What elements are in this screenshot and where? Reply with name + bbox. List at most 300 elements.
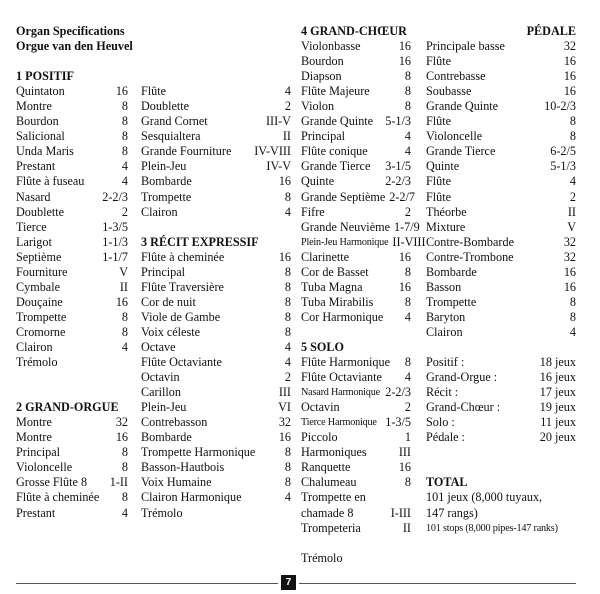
stop-row bbox=[141, 129, 291, 144]
stop-row bbox=[301, 39, 411, 54]
stop-row bbox=[16, 174, 128, 189]
stop-name: Basson-Hautbois bbox=[141, 460, 225, 475]
stop-name: Grande Fourniture bbox=[141, 144, 232, 159]
stop-size: 32 bbox=[115, 415, 128, 430]
stop-row bbox=[16, 84, 128, 99]
stop-row bbox=[301, 114, 411, 129]
stop-size: 8 bbox=[284, 445, 291, 460]
stop-size: 4 bbox=[121, 159, 128, 174]
stop-size: 16 bbox=[398, 279, 411, 294]
stop-row bbox=[141, 159, 291, 174]
stop-size: 32 bbox=[278, 415, 291, 430]
stop-size: 32 bbox=[563, 249, 576, 264]
stop-row bbox=[301, 219, 420, 235]
stop-size: 4 bbox=[404, 370, 411, 385]
stop-name: Clairon bbox=[16, 339, 53, 354]
stop-name: Cromorne bbox=[16, 324, 66, 339]
section-heading-positif: 1 POSITIF bbox=[16, 69, 74, 84]
stop-row bbox=[426, 295, 576, 310]
grand-orgue-continued-list bbox=[141, 84, 291, 219]
column-3 bbox=[301, 24, 426, 566]
stop-row bbox=[141, 174, 291, 189]
stop-size: 2 bbox=[404, 204, 411, 219]
stop-size: 16 bbox=[398, 249, 411, 264]
stop-name: Tuba Mirabilis bbox=[301, 294, 374, 309]
summary-value: 19 jeux bbox=[539, 400, 576, 415]
stop-size: 2 bbox=[284, 99, 291, 114]
stop-row bbox=[16, 220, 128, 235]
stop-name: Montre bbox=[16, 430, 52, 445]
stop-name: Plein-Jeu Harmonique bbox=[301, 236, 389, 248]
stop-size: VI bbox=[278, 400, 291, 415]
stop-size: 6-2/5 bbox=[550, 144, 576, 159]
stop-name: Flûte bbox=[426, 54, 452, 69]
stop-row bbox=[16, 129, 128, 144]
stop-row bbox=[301, 174, 411, 189]
stop-size: 32 bbox=[563, 39, 576, 54]
stop-size: 4 bbox=[404, 144, 411, 159]
stop-size: 16 bbox=[398, 460, 411, 475]
stop-size: 5-1/3 bbox=[550, 159, 576, 174]
stop-size: II-VIII bbox=[392, 234, 426, 249]
stop-size: 8 bbox=[121, 324, 128, 339]
stop-row bbox=[16, 99, 128, 114]
stop-name: Bombarde bbox=[141, 430, 192, 445]
total-line-3: 101 stops (8,000 pipes-147 ranks) bbox=[426, 522, 558, 534]
grand-choeur-stop-list bbox=[301, 39, 426, 325]
stop-row bbox=[426, 99, 576, 114]
stop-row bbox=[141, 265, 291, 280]
stop-size: 8 bbox=[121, 114, 128, 129]
positif-tremolo: Trémolo bbox=[16, 355, 58, 370]
stop-name: Contrebasson bbox=[141, 415, 208, 430]
stop-row bbox=[301, 385, 411, 400]
stop-size: V bbox=[119, 264, 128, 279]
stop-name: Grande Septième bbox=[301, 189, 386, 204]
stop-row bbox=[141, 114, 291, 129]
stop-row bbox=[426, 250, 576, 265]
stop-name: Trompette Harmonique bbox=[141, 445, 256, 460]
stop-size: 2 bbox=[569, 189, 576, 204]
summary-label: Pédale : bbox=[426, 430, 465, 445]
stop-size: 8 bbox=[404, 294, 411, 309]
stop-name: Trompette bbox=[16, 309, 67, 324]
positif-stop-list bbox=[16, 84, 128, 355]
stop-row bbox=[301, 295, 411, 310]
stop-size: 8 bbox=[569, 309, 576, 324]
stop-name: Montre bbox=[16, 99, 52, 114]
stop-size: 16 bbox=[563, 279, 576, 294]
stop-row bbox=[301, 280, 411, 295]
summary-label: Solo : bbox=[426, 415, 455, 430]
footer-rule-right bbox=[299, 583, 576, 584]
stop-row bbox=[426, 39, 576, 54]
stop-size: 8 bbox=[404, 69, 411, 84]
solo-tremolo: Trémolo bbox=[301, 550, 343, 565]
stop-row bbox=[426, 129, 576, 144]
stop-name: Voix Humaine bbox=[141, 475, 212, 490]
stop-name: Clarinette bbox=[301, 249, 350, 264]
stop-row bbox=[141, 400, 291, 415]
stop-size: 1-7/9 bbox=[394, 219, 420, 234]
stop-row bbox=[16, 280, 128, 295]
stop-row bbox=[16, 475, 128, 490]
stop-row bbox=[426, 144, 576, 159]
stop-row bbox=[301, 159, 411, 174]
title-line-2: Orgue van den Heuvel bbox=[16, 39, 133, 54]
stop-size: 8 bbox=[284, 264, 291, 279]
stop-size: 4 bbox=[284, 490, 291, 505]
stop-name: Tuba Magna bbox=[301, 279, 363, 294]
stop-row bbox=[141, 205, 291, 220]
title-line-1: Organ Specifications bbox=[16, 24, 125, 38]
stop-row bbox=[141, 355, 291, 370]
recit-tremolo: Trémolo bbox=[141, 505, 183, 520]
stop-name: Bombarde bbox=[141, 174, 192, 189]
stop-name: Cor de nuit bbox=[141, 294, 196, 309]
stop-name: Harmoniques bbox=[301, 445, 367, 460]
stop-size: 1-II bbox=[109, 475, 128, 490]
stop-row bbox=[141, 325, 291, 340]
stop-size: 4 bbox=[569, 174, 576, 189]
section-heading-grand-orgue: 2 GRAND-ORGUE bbox=[16, 400, 119, 415]
summary-value: 18 jeux bbox=[539, 355, 576, 370]
stop-row bbox=[16, 295, 128, 310]
stop-name: Unda Maris bbox=[16, 144, 74, 159]
stop-row bbox=[16, 144, 128, 159]
stop-size: 2-2/7 bbox=[389, 189, 415, 204]
summary-row bbox=[426, 430, 576, 445]
stop-size: V bbox=[567, 219, 576, 234]
summary-value: 11 jeux bbox=[540, 415, 576, 430]
stop-name: Quintaton bbox=[16, 84, 65, 99]
stop-size: 1 bbox=[404, 430, 411, 445]
stop-name: Contre-Trombone bbox=[426, 249, 514, 264]
stop-size: 8 bbox=[121, 144, 128, 159]
stop-row bbox=[301, 189, 415, 205]
stop-name: Douçaine bbox=[16, 294, 63, 309]
stop-size: 8 bbox=[569, 129, 576, 144]
stop-name: Salicional bbox=[16, 129, 65, 144]
stop-size: III bbox=[278, 385, 291, 400]
stop-row bbox=[426, 220, 576, 235]
stop-size: 4 bbox=[404, 129, 411, 144]
stop-size: 1-1/3 bbox=[102, 234, 128, 249]
section-heading-solo: 5 SOLO bbox=[301, 339, 345, 354]
stop-name: Ranquette bbox=[301, 460, 351, 475]
stop-row bbox=[301, 69, 411, 84]
stop-row bbox=[141, 445, 291, 460]
stop-row bbox=[16, 460, 128, 475]
stop-size: 32 bbox=[563, 234, 576, 249]
solo-stop-list bbox=[301, 355, 411, 490]
stop-size: 8 bbox=[404, 84, 411, 99]
stop-size: 8 bbox=[404, 99, 411, 114]
stop-size: 4 bbox=[284, 355, 291, 370]
stop-row bbox=[16, 430, 128, 445]
stop-row bbox=[301, 400, 411, 415]
stop-size: 8 bbox=[404, 475, 411, 490]
stop-size: 10-2/3 bbox=[544, 99, 576, 114]
stop-row bbox=[141, 370, 291, 385]
stop-size: 16 bbox=[278, 174, 291, 189]
column-2 bbox=[141, 24, 291, 521]
solo-trompeteria-row bbox=[301, 521, 411, 536]
stop-row bbox=[16, 310, 128, 325]
stop-name: Basson bbox=[426, 279, 462, 294]
stop-size: II bbox=[567, 204, 576, 219]
total-heading: TOTAL bbox=[426, 475, 468, 490]
section-heading-pedale: PÉDALE bbox=[526, 24, 576, 38]
stop-size: 16 bbox=[398, 54, 411, 69]
stop-row bbox=[426, 159, 576, 174]
summary-row bbox=[426, 385, 576, 400]
stop-row bbox=[16, 190, 128, 205]
stop-size: 16 bbox=[563, 84, 576, 99]
stop-row bbox=[141, 340, 291, 355]
stop-row bbox=[426, 114, 576, 129]
stop-row bbox=[141, 295, 291, 310]
stop-row bbox=[16, 445, 128, 460]
stop-row bbox=[301, 265, 411, 280]
stop-name: Clairon bbox=[426, 324, 463, 339]
summary-row bbox=[426, 415, 576, 430]
stop-size: 2 bbox=[284, 370, 291, 385]
stop-row bbox=[301, 460, 411, 475]
stop-name: Grande Tierce bbox=[426, 144, 496, 159]
stop-name: Cor Harmonique bbox=[301, 309, 384, 324]
stop-size: 8 bbox=[121, 490, 128, 505]
section-heading-grand-choeur: 4 GRAND-CHŒUR bbox=[301, 24, 407, 38]
stop-size: 4 bbox=[284, 84, 291, 99]
stop-name: Flûte Octaviante bbox=[301, 370, 382, 385]
stop-name: Flûte Majeure bbox=[301, 84, 370, 99]
stop-name: Trompette bbox=[141, 189, 192, 204]
stop-size: 16 bbox=[563, 264, 576, 279]
stop-size: 16 bbox=[278, 249, 291, 264]
stop-name: Baryton bbox=[426, 309, 466, 324]
stop-name: Prestant bbox=[16, 159, 56, 174]
stop-name: Prestant bbox=[16, 505, 56, 520]
stop-name: Violoncelle bbox=[426, 129, 483, 144]
stop-name: Grande Tierce bbox=[301, 159, 371, 174]
stop-name: Nasard Harmonique bbox=[301, 387, 380, 399]
stop-row bbox=[16, 506, 128, 521]
stop-row bbox=[426, 235, 576, 250]
stop-row bbox=[426, 174, 576, 189]
pedale-stop-list bbox=[426, 39, 576, 340]
stop-name: Tierce bbox=[16, 219, 47, 234]
stop-row bbox=[301, 144, 411, 159]
stop-size: 5-1/3 bbox=[385, 114, 411, 129]
summary-row bbox=[426, 400, 576, 415]
summary-row bbox=[426, 370, 576, 385]
stop-name: Flûte Traversière bbox=[141, 279, 224, 294]
stop-name: Principal bbox=[16, 445, 61, 460]
stop-name: Chalumeau bbox=[301, 475, 357, 490]
stop-row bbox=[301, 310, 411, 325]
stop-row bbox=[301, 99, 411, 114]
stop-name: Trompette bbox=[426, 294, 477, 309]
stop-size: 8 bbox=[121, 99, 128, 114]
stop-row bbox=[426, 265, 576, 280]
stop-name: Flûte bbox=[426, 189, 452, 204]
stop-size: 8 bbox=[284, 279, 291, 294]
column-1 bbox=[16, 24, 133, 521]
stop-name: Cymbale bbox=[16, 279, 61, 294]
summary-label: Grand-Chœur : bbox=[426, 400, 501, 415]
stop-name: Bourdon bbox=[301, 54, 344, 69]
stop-name: Sesquialtera bbox=[141, 129, 201, 144]
stop-row bbox=[426, 325, 576, 340]
stop-size: 4 bbox=[404, 309, 411, 324]
stop-name: Soubasse bbox=[426, 84, 472, 99]
stop-size: IV-V bbox=[266, 159, 291, 174]
stop-size: 8 bbox=[121, 129, 128, 144]
stop-size: II bbox=[282, 129, 291, 144]
stop-row bbox=[301, 475, 411, 490]
stop-size: 8 bbox=[284, 324, 291, 339]
stop-row bbox=[141, 280, 291, 295]
stop-size: 16 bbox=[115, 294, 128, 309]
stop-row bbox=[141, 430, 291, 445]
stop-row bbox=[16, 490, 128, 505]
stop-row bbox=[16, 159, 128, 174]
section-heading-recit: 3 RÉCIT EXPRESSIF bbox=[141, 234, 259, 249]
stop-row bbox=[16, 325, 128, 340]
stop-name: Flûte conique bbox=[301, 144, 368, 159]
stop-row bbox=[301, 445, 411, 460]
stop-name: Principal bbox=[141, 264, 186, 279]
stop-row bbox=[141, 99, 291, 114]
stop-size: 3-1/5 bbox=[385, 159, 411, 174]
stop-name: Flûte Harmonique bbox=[301, 355, 391, 370]
stop-row bbox=[141, 460, 291, 475]
stop-size: 8 bbox=[569, 294, 576, 309]
stop-size: 8 bbox=[284, 475, 291, 490]
stop-size: 8 bbox=[284, 189, 291, 204]
stop-name: Violon bbox=[301, 99, 335, 114]
summary-value: 17 jeux bbox=[539, 385, 576, 400]
stop-name: Quinte bbox=[426, 159, 460, 174]
stop-name: Flûte à cheminée bbox=[141, 249, 225, 264]
stop-name: Théorbe bbox=[426, 204, 467, 219]
stop-row bbox=[301, 234, 426, 250]
stop-row bbox=[426, 310, 576, 325]
stop-size: 1-1/7 bbox=[102, 249, 128, 264]
stop-row bbox=[16, 265, 128, 280]
stop-name: Tierce Harmonique bbox=[301, 417, 377, 429]
stop-row bbox=[301, 430, 411, 445]
stop-name: Fifre bbox=[301, 204, 325, 219]
stop-name: Clairon bbox=[141, 204, 178, 219]
stop-size: IV-VIII bbox=[254, 144, 291, 159]
stop-name: Viole de Gambe bbox=[141, 309, 221, 324]
stop-name: Octave bbox=[141, 339, 176, 354]
stop-row bbox=[16, 114, 128, 129]
total-line-1: 101 jeux (8,000 tuyaux, bbox=[426, 490, 543, 505]
stop-size: 2-2/3 bbox=[102, 189, 128, 204]
solo-chamade-row bbox=[301, 506, 411, 521]
stop-row bbox=[301, 415, 411, 430]
stop-row bbox=[141, 84, 291, 99]
stop-size: 16 bbox=[278, 430, 291, 445]
summary-label: Grand-Orgue : bbox=[426, 370, 498, 385]
stop-size: 16 bbox=[563, 69, 576, 84]
stop-size: 8 bbox=[404, 355, 411, 370]
stop-name: Flûte bbox=[426, 174, 452, 189]
stop-row bbox=[301, 84, 411, 99]
stop-size: 8 bbox=[121, 309, 128, 324]
stop-row bbox=[426, 280, 576, 295]
stop-size: 2 bbox=[404, 400, 411, 415]
stop-name: Contre-Bombarde bbox=[426, 234, 514, 249]
stop-row bbox=[301, 54, 411, 69]
total-line-2: 147 rangs) bbox=[426, 505, 478, 520]
stop-row bbox=[141, 415, 291, 430]
stop-size: III-V bbox=[265, 114, 291, 129]
stop-size: 4 bbox=[121, 174, 128, 189]
stop-name: Montre bbox=[16, 415, 52, 430]
stop-name: Flûte Octaviante bbox=[141, 355, 222, 370]
stop-name: Principal bbox=[301, 129, 346, 144]
stop-row bbox=[426, 190, 576, 205]
stop-row bbox=[426, 205, 576, 220]
stop-size: 4 bbox=[284, 339, 291, 354]
stop-size: 2 bbox=[121, 204, 128, 219]
stop-name: Plein-Jeu bbox=[141, 159, 187, 174]
stop-row bbox=[16, 235, 128, 250]
stop-name: Trompeteria bbox=[301, 520, 361, 535]
summary-label: Récit : bbox=[426, 385, 459, 400]
stop-row bbox=[426, 69, 576, 84]
stop-size: II bbox=[119, 279, 128, 294]
stop-size: I-III bbox=[390, 505, 411, 520]
stop-name: chamade 8 bbox=[301, 505, 354, 520]
stop-size: 16 bbox=[115, 84, 128, 99]
stop-name: Nasard bbox=[16, 189, 51, 204]
stop-size: 2-2/3 bbox=[385, 174, 411, 189]
summary-list bbox=[426, 355, 576, 445]
stop-name: Doublette bbox=[141, 99, 190, 114]
stop-row bbox=[141, 475, 291, 490]
stop-size: 8 bbox=[121, 460, 128, 475]
stop-size: II bbox=[402, 520, 411, 535]
summary-label: Positif : bbox=[426, 355, 465, 370]
stop-name: Larigot bbox=[16, 234, 52, 249]
stop-name: Violonbasse bbox=[301, 39, 361, 54]
stop-row bbox=[301, 355, 411, 370]
stop-size: 16 bbox=[563, 54, 576, 69]
stop-row bbox=[16, 205, 128, 220]
stop-name: Contrebasse bbox=[426, 69, 486, 84]
stop-row bbox=[301, 205, 411, 220]
stop-name: Flûte bbox=[426, 114, 452, 129]
stop-row bbox=[16, 250, 128, 265]
stop-name: Cor de Basset bbox=[301, 264, 369, 279]
stop-name: Bombarde bbox=[426, 264, 477, 279]
stop-name: Quinte bbox=[301, 174, 335, 189]
page-number: 7 bbox=[281, 575, 296, 590]
stop-name: Octavin bbox=[301, 400, 340, 415]
stop-name: Diapson bbox=[301, 69, 342, 84]
stop-row bbox=[141, 190, 291, 205]
stop-name: Grand Cornet bbox=[141, 114, 208, 129]
stop-name: Octavin bbox=[141, 370, 180, 385]
stop-size: 4 bbox=[569, 324, 576, 339]
stop-row bbox=[16, 340, 128, 355]
stop-name: Grosse Flûte 8 bbox=[16, 475, 88, 490]
